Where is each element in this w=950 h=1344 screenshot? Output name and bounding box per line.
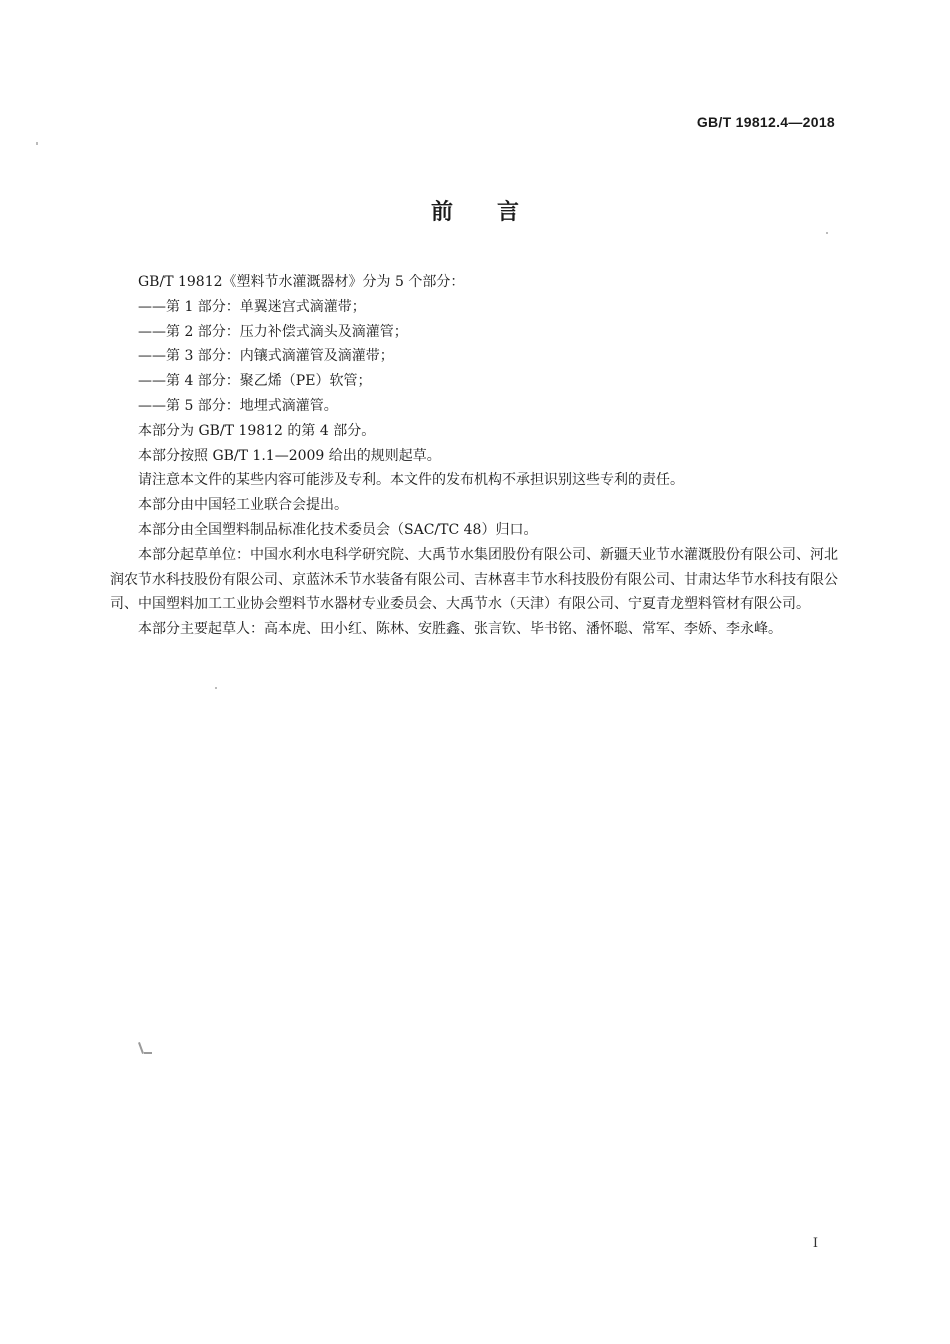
scan-speck	[215, 687, 217, 689]
paragraph: 本部分按照 GB/T 1.1—2009 给出的规则起草。	[138, 447, 441, 464]
page-number: I	[812, 1236, 818, 1251]
paragraph: 本部分为 GB/T 19812 的第 4 部分。	[138, 422, 376, 439]
part-item: ——第 1 部分：单翼迷宫式滴灌带；	[138, 298, 366, 315]
part-item: ——第 3 部分：内镶式滴灌管及滴灌带；	[138, 348, 394, 365]
part-item: ——第 4 部分：聚乙烯（PE）软管；	[138, 373, 372, 390]
scan-speck	[826, 232, 828, 234]
paragraph: 本部分由全国塑料制品标准化技术委员会（SAC/TC 48）归口。	[138, 521, 538, 538]
scan-speck	[144, 1052, 152, 1054]
part-item: ——第 2 部分：压力补偿式滴头及滴灌管；	[138, 323, 408, 340]
paragraph: 本部分由中国轻工业联合会提出。	[138, 497, 348, 514]
foreword-body	[110, 270, 838, 642]
drafters: 本部分主要起草人：高本虎、田小红、陈林、安胜鑫、张言钦、毕书铭、潘怀聪、常军、李娇、李永峰。	[138, 621, 782, 638]
drafting-units: 本部分起草单位：中国水利水电科学研究院、大禹节水集团股份有限公司、新疆天业节水灌溉股份有限公司、河北润农节水科技股份有限公司、京蓝沐禾节水装备有限公司、吉林喜丰节水科技股份有限公司、甘肃达华节水科技有限公司、中国塑料加工工业协会塑料节水器材专业委员会、大禹节水（天津）有限公司、宁夏青龙塑料管材有限公司。	[110, 546, 838, 613]
intro-paragraph: GB/T 19812《塑料节水灌溉器材》分为 5 个部分：	[138, 274, 465, 290]
page-title: 前言	[430, 200, 563, 225]
patent-notice: 请注意本文件的某些内容可能涉及专利。本文件的发布机构不承担识别这些专利的责任。	[138, 472, 684, 489]
scan-speck	[36, 142, 38, 145]
part-item: ——第 5 部分：地埋式滴灌管。	[138, 397, 338, 414]
standard-code: GB/T 19812.4—2018	[696, 114, 835, 130]
